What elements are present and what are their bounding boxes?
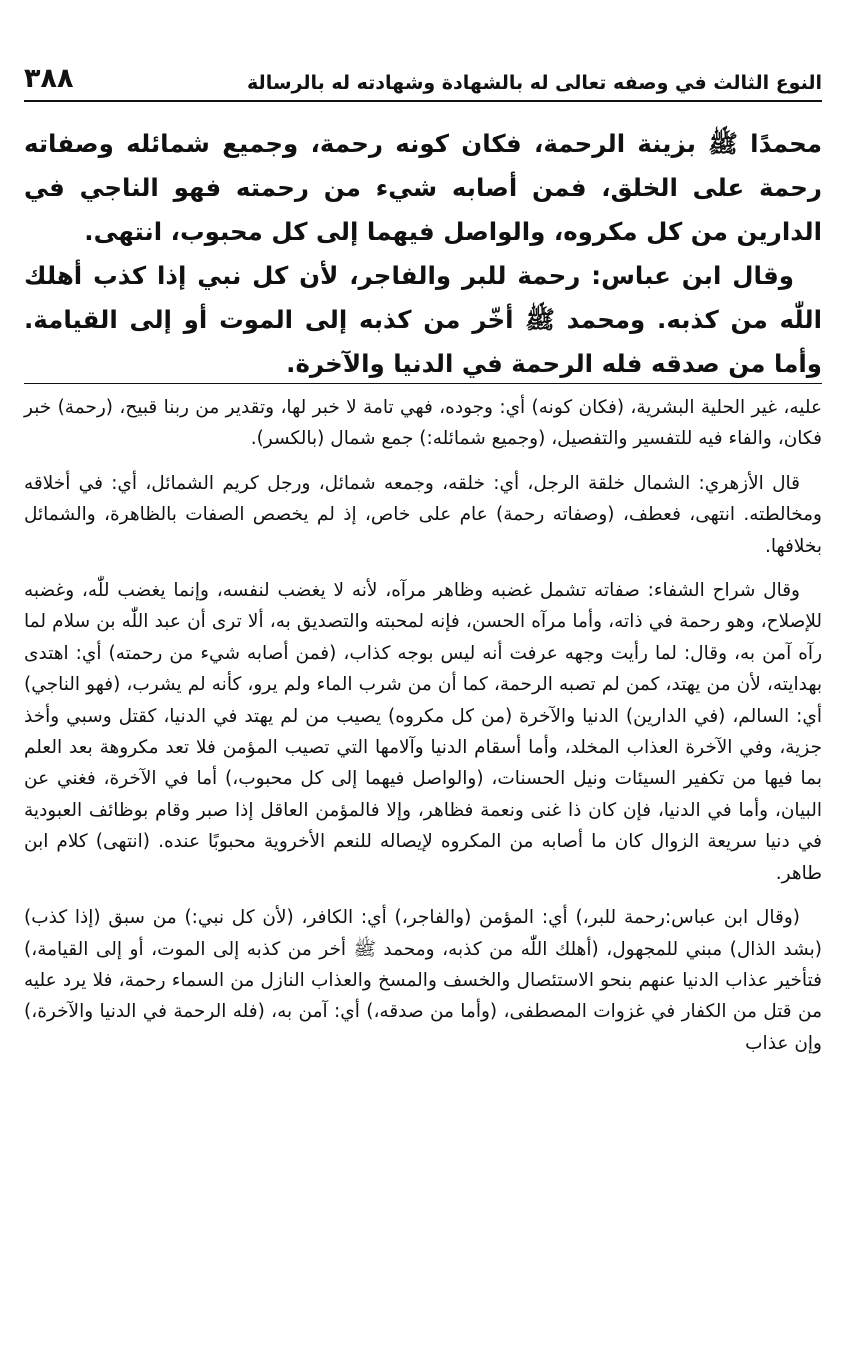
page-number: ٣٨٨: [24, 63, 74, 94]
main-paragraph: وقال ابن عباس: رحمة للبر والفاجر، لأن كل نبي إذا كذب أهلك اللّٰه من كذبه. ومحمد ﷺ أخّر من كذبه إلى الموت أو إلى القيامة. وأما من صدقه فله الرحمة في الدنيا والآخرة.: [24, 261, 822, 378]
page-header: [24, 58, 822, 102]
main-paragraph: محمدًا ﷺ بزينة الرحمة، فكان كونه رحمة، وجميع شمائله وصفاته رحمة على الخلق، فمن أصابه شيء من رحمته فهو الناجي في الدارين من كل مكروه، والواصل فيهما إلى كل محبوب، انتهى.: [24, 129, 822, 246]
main-text: [24, 122, 822, 386]
running-title: النوع الثالث في وصفه تعالى له بالشهادة وشهادته له بالرسالة: [247, 72, 822, 94]
commentary-paragraph: عليه، غير الحلية البشرية، (فكان كونه) أي: وجوده، فهي تامة لا خبر لها، وتقدير من ربنا قبيح، (رحمة) خبر فكان، والفاء فيه للتفسير والتفصيل، (وجميع شمائله:) جمع شمال (بالكسر).: [24, 397, 822, 450]
commentary-paragraph: وقال شراح الشفاء: صفاته تشمل غضبه وظاهر مرآه، لأنه لا يغضب لنفسه، وإنما يغضب للّٰه، وغضبه للإصلاح، وهو رحمة في ذاته، وأما مرآه الحسن، فإنه لمحبته والتصديق به، ألا ترى أن عبد اللّٰه بن سلام لما رآه آمن به، وقال: لما رأيت وجهه عرفت أنه ليس بوجه كذاب، (فمن أصابه شيء من رحمته) أي: اهتدى بهدايته، لأن من يهتد، كمن لم تصبه الرحمة، كما أن من شرب الماء ولم يرو، كأنه لم يشرب، (فهو الناجي) أي: السالم، (في الدارين) الدنيا والآخرة (من كل مكروه) يصيب من لم يهتد في الدنيا، كقتل وسبي وأخذ جزية، وفي الآخرة العذاب المخلد، وأما أسقام الدنيا وآلامها التي تصيب المؤمن فلا تعد مكروهة بعد العلم بما فيها من تكفير السيئات ونيل الحسنات، (والواصل فيهما إلى كل محبوب،) أما في الآخرة، فغني عن البيان، وأما في الدنيا، فإن كان ذا غنى ونعمة فظاهر، وإلا فالمؤمن العاقل إذا صبر وقام بوظائف العبودية في دنيا سريعة الزوال كان ما أصابه من المكروه لإيصاله للنعم الأخروية محبوبًا عنده. (انتهى) كلام ابن طاهر.: [24, 580, 822, 884]
commentary-paragraph: (وقال ابن عباس:رحمة للبر،) أي: المؤمن (والفاجر،) أي: الكافر، (لأن كل نبي:) من سبق (إذا كذب) (بشد الذال) مبني للمجهول، (أهلك اللّٰه من كذبه، ومحمد ﷺ أخر من كذبه إلى الموت، أو إلى القيامة،) فتأخير عذاب الدنيا عنهم بنحو الاستئصال والخسف والمسخ والعذاب النازل من السماء رحمة، فلا يرد عليه من قتل من الكفار في غزوات المصطفى، (وأما من صدقه،) أي: آمن به، (فله الرحمة في الدنيا والآخرة،) وإن عذاب: [24, 907, 822, 1054]
commentary: [24, 392, 822, 1072]
footnote-divider: [24, 383, 822, 384]
commentary-paragraph: قال الأزهري: الشمال خلقة الرجل، أي: خلقه، وجمعه شمائل، ورجل كريم الشمائل، أي: في أخلاقه ومخالطته. انتهى، فعطف، (وصفاته رحمة) عام على خاص، إذ لم يخصص الصفات بالظاهرة، والشمائل بخلافها.: [24, 472, 822, 557]
